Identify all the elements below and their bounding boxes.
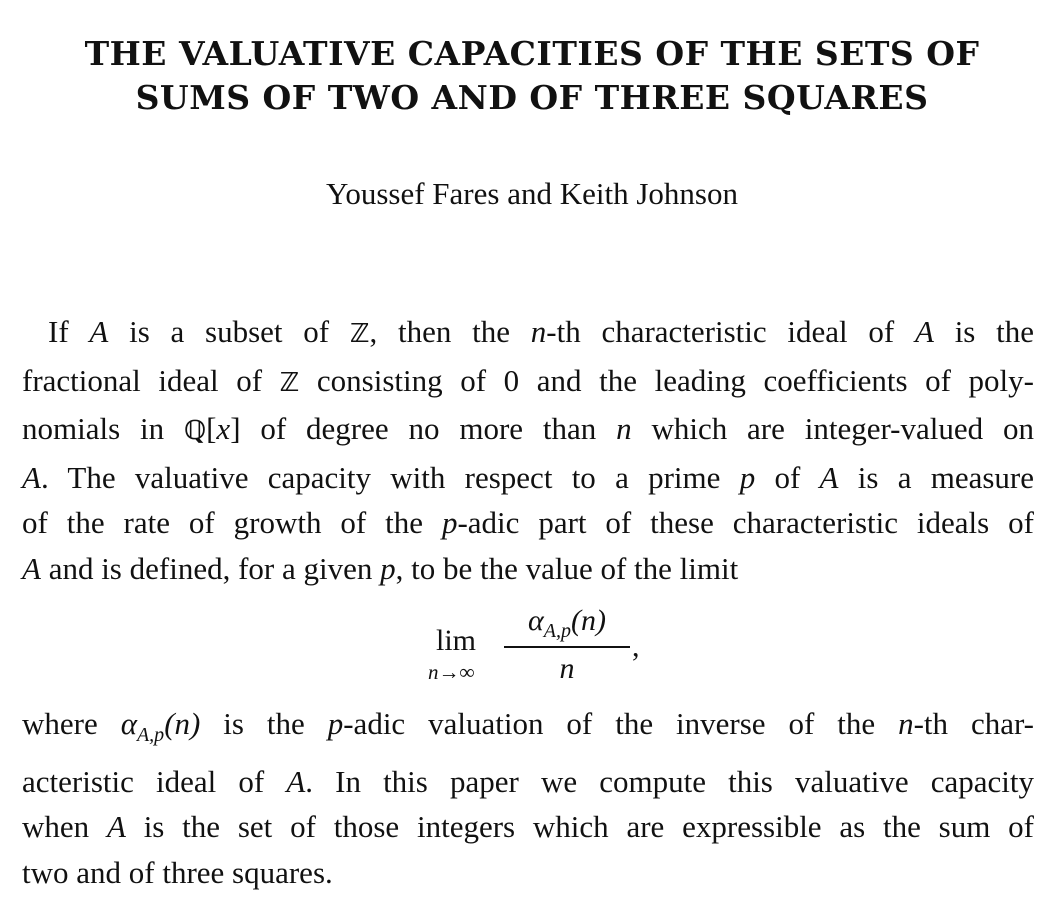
fraction-numerator: $\alpha_{A,p}(n)$	[528, 604, 606, 642]
abstract-paragraph-1	[22, 309, 1034, 592]
abstract-line: A. The valuative capacity with respect to a prime p of A is a measure	[22, 459, 1034, 495]
abstract-paragraph-2	[22, 701, 1034, 896]
abstract-line: where $\alpha_{A,p}(n)$ is the p-adic valuation of the inverse of the n-th char-	[22, 706, 1035, 747]
abstract-line: A and is defined, for a given p, to be the value of the limit	[22, 550, 739, 586]
formula-comma: ,	[632, 630, 640, 663]
abstract-line: acteristic ideal of A. In this paper we compute this valuative capacity	[22, 763, 1034, 799]
limit-formula	[420, 602, 650, 694]
abstract-line: nomials in ℚ[x] of degree no more than n which are integer-valued on	[22, 411, 1034, 447]
title-line-2: SUMS OF TWO AND OF THREE SQUARES	[135, 78, 929, 118]
limit-operator: lim	[436, 624, 477, 657]
abstract-line: If A is a subset of ℤ, then the n-th characteristic ideal of A is the	[48, 314, 1034, 349]
abstract-line: when A is the set of those integers which are expressible as the sum of	[22, 809, 1034, 845]
abstract-line: fractional ideal of ℤ consisting of 0 and the leading coefficients of poly-	[22, 362, 1034, 398]
fraction-denominator: n	[559, 652, 575, 685]
authors: Youssef Fares and Keith Johnson	[326, 176, 738, 211]
paper-title	[0, 32, 1064, 120]
fraction-bar	[504, 646, 630, 648]
title-line-1: THE VALUATIVE CAPACITIES OF THE SETS OF	[84, 34, 980, 74]
abstract-line: of the rate of growth of the p-adic part of these characteristic ideals of	[22, 505, 1034, 541]
limit-subscript: n→∞	[428, 660, 475, 684]
abstract-line: two and of three squares.	[22, 854, 333, 890]
